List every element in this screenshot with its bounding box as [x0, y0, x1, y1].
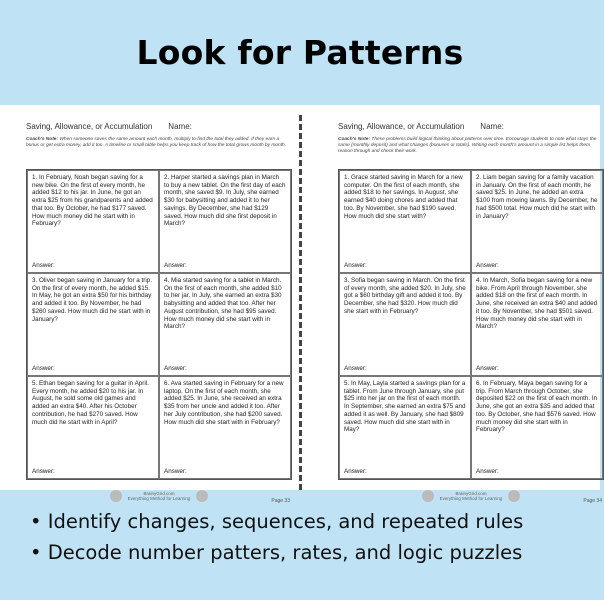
banner-title: Look for Patterns: [136, 33, 464, 72]
problem-cell: [339, 170, 471, 273]
answer-label: Answer:: [32, 365, 55, 372]
feature-bullets: [0, 490, 600, 600]
page-number: Page 34: [583, 498, 602, 504]
coach-note-text: These problems build logical thinking about patterns over time. Encourage students to note what stays the same (monthly deposit) and what changes (bonuses or totals). Writing each month's amount in a simple list helps them reason through and check their work.: [338, 137, 597, 154]
answer-label: Answer:: [344, 365, 367, 372]
problem-text: 6. In February, Maya began saving for a trip. From March through October, she deposited $22 on the first of each month. In June, she got an extra $35 and added that too. By October, she had $576 saved. How much money did she start with in February?: [476, 380, 598, 434]
problem-text: 5. In May, Layla started a savings plan for a tablet. From June through January, she put $25 into her jar on the first of each month. In September, she earned an extra $75 and added it as well. By January, she had $809 saved. How much did she start with in May?: [344, 380, 466, 434]
problem-cell: [27, 170, 159, 273]
problem-cell: [27, 376, 159, 479]
problem-text: 2. Liam began saving for a family vacation in January. On the first of each month, he saved $25. In June, he added an extra $100 from mowing lawns. By December, he had $500 total. How much did he start with in January?: [476, 174, 598, 220]
problem-cell: [159, 376, 291, 479]
brand-tagline: Everything Method for Learning: [439, 496, 503, 501]
problem-grid: [338, 169, 604, 480]
problem-text: 1. Grace started saving in March for a new computer. On the first of each month, she added $18 to her savings. In August, she earned $40 doing chores and added that too. By November, she had $190 saved. How much did she start with?: [344, 174, 463, 220]
coach-note: [26, 137, 292, 159]
worksheet-title: Saving, Allowance, or Accumulation: [26, 122, 153, 131]
brand-name: BrainyGrid.com: [455, 491, 487, 496]
problem-text: 3. Sofia began saving in March. On the first of every month, she added $20. In July, she got a $60 birthday gift and added it too. By December, she had $320. How much did she start with in February?: [344, 277, 466, 315]
bullet-item: • Identify changes, sequences, and repeated rules: [30, 506, 600, 537]
bullet-item: • Decode number patters, rates, and logic puzzles: [30, 537, 600, 568]
answer-label: Answer:: [476, 468, 499, 475]
answer-label: Answer:: [164, 262, 187, 269]
problem-cell: [159, 170, 291, 273]
answer-label: Answer:: [32, 468, 55, 475]
problem-cell: [471, 376, 603, 479]
coach-note-label: Coach's Note:: [338, 137, 371, 142]
problem-cell: [27, 273, 159, 376]
answer-label: Answer:: [32, 262, 55, 269]
brand-name: BrainyGrid.com: [143, 491, 175, 496]
problem-text: 5. Ethan began saving for a guitar in April. Every month, he added $20 to his jar. In August, he sold some old games and added an extra $40. After his October contribution, he had $270 saved. How much did he start with in April?: [32, 380, 149, 426]
worksheet-page-right: [338, 117, 604, 504]
problem-cell: [339, 273, 471, 376]
problem-text: 2. Harper started a savings plan in March to buy a new tablet. On the first day of each month, she saved $9. In July, she earned $30 for babysitting and added it to her savings. By December, she had $129 saved. How much did she first deposit in March?: [164, 174, 286, 228]
brand-tagline: Everything Method for Learning: [127, 496, 191, 501]
worksheet-preview: [0, 105, 602, 504]
page-divider: [299, 115, 302, 490]
problem-grid: [26, 169, 292, 480]
name-label: Name:: [480, 122, 504, 131]
page-number: Page 33: [271, 498, 290, 504]
problem-cell: [471, 170, 603, 273]
problem-text: 4. Mia started saving for a tablet in March. On the first of each month, she added $10 to her jar. In July, she earned an extra $30 babysitting and added that too. After her August contribution, she had $95 saved. How much money did she start with in March?: [164, 277, 282, 331]
worksheet-title: Saving, Allowance, or Accumulation: [338, 122, 465, 131]
coach-note-text: When someone saves the same amount each month, multiply to find the total they added. If they earn a bonus or get extra money, add it too. A timeline or small table helps you keep track of how the total grows month by month.: [26, 137, 287, 148]
problem-cell: [471, 273, 603, 376]
worksheet-header: [26, 117, 292, 131]
answer-label: Answer:: [344, 468, 367, 475]
answer-label: Answer:: [476, 262, 499, 269]
worksheet-header: [338, 117, 604, 131]
name-label: Name:: [168, 122, 192, 131]
answer-label: Answer:: [164, 365, 187, 372]
answer-label: Answer:: [476, 365, 499, 372]
problem-cell: [159, 273, 291, 376]
problem-text: 6. Ava started saving in February for a new laptop. On the first of each month, she added $25. In June, she received an extra $35 from her uncle and added it too. After her July contribution, she had $200 saved. How much did she start with in February?: [164, 380, 284, 426]
answer-label: Answer:: [344, 262, 367, 269]
problem-text: 3. Oliver began saving in January for a trip. On the first of every month, he added $15. In May, he got an extra $50 for his birthday and added it too. By November, he had $260 saved. How much did he start with in January?: [32, 277, 153, 323]
worksheet-page-left: [26, 117, 292, 504]
answer-label: Answer:: [164, 468, 187, 475]
coach-note-label: Coach's Note:: [26, 137, 59, 142]
banner: [0, 0, 600, 105]
problem-cell: [339, 376, 471, 479]
problem-text: 4. In March, Sofia began saving for a new bike. From April through November, she added $18 on the first of each month. In June, she received an extra $40 and added it too. By November, she had $501 saved. How much money did she start with in March?: [476, 277, 598, 331]
problem-text: 1. In February, Noah began saving for a new bike. On the first of every month, he added $12 to his jar. In June, he got an extra $25 from his grandparents and added that too. By October, he had $177 saved. How much money did he start with in February?: [32, 174, 153, 228]
coach-note: [338, 137, 604, 159]
